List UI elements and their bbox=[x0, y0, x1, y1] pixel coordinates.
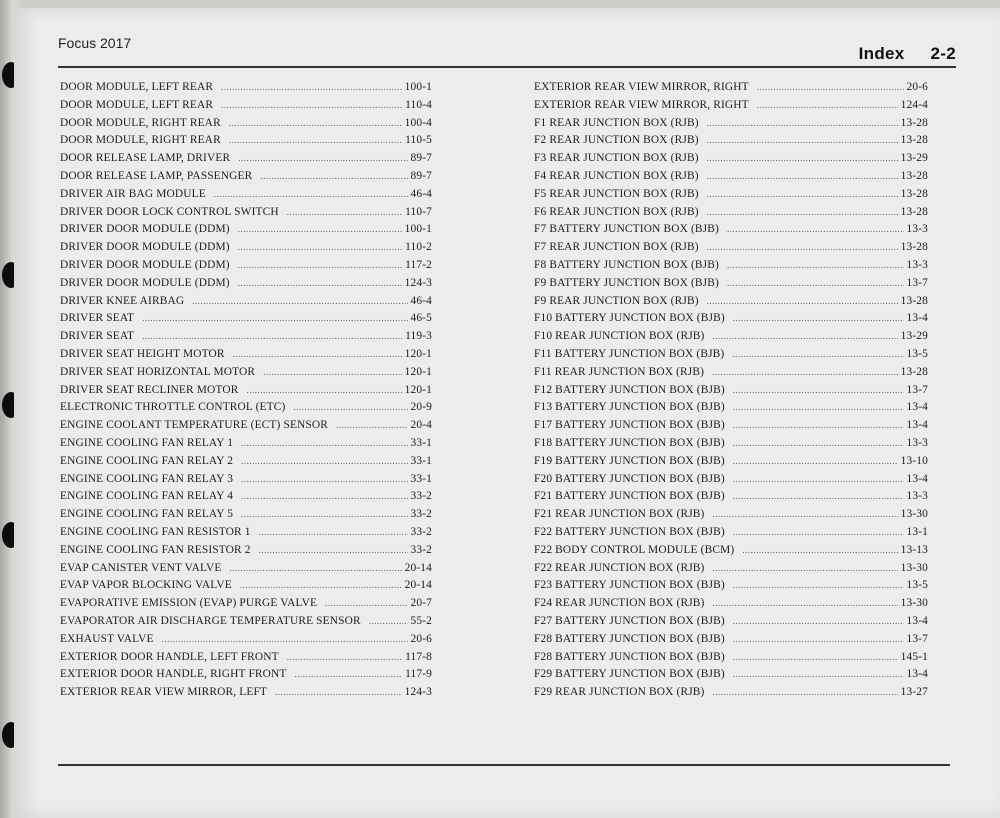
entry-name: DRIVER SEAT bbox=[60, 312, 135, 325]
entry-name: F5 REAR JUNCTION BOX (RJB) bbox=[534, 187, 699, 200]
entry-name: DOOR MODULE, LEFT REAR bbox=[60, 98, 214, 111]
entry-page-ref: 13-29 bbox=[900, 330, 928, 343]
entry-page-ref: 46-5 bbox=[410, 312, 432, 325]
index-entry bbox=[60, 544, 432, 562]
dot-leader bbox=[263, 367, 402, 377]
entry-page-ref: 89-7 bbox=[410, 152, 432, 165]
entry-name: ENGINE COOLING FAN RESISTOR 2 bbox=[60, 543, 251, 556]
index-entry bbox=[534, 508, 928, 526]
index-entry bbox=[534, 597, 928, 615]
dot-leader bbox=[733, 456, 898, 466]
entry-page-ref: 124-3 bbox=[404, 276, 432, 289]
entry-page-ref: 13-4 bbox=[906, 614, 928, 627]
dot-leader bbox=[727, 260, 904, 270]
index-entry bbox=[534, 99, 928, 117]
dot-leader bbox=[238, 260, 402, 270]
dot-leader bbox=[240, 580, 402, 590]
dot-leader bbox=[287, 207, 402, 217]
entry-name: F28 BATTERY JUNCTION BOX (BJB) bbox=[534, 650, 725, 663]
dot-leader bbox=[733, 652, 898, 662]
dot-leader bbox=[742, 545, 897, 555]
entry-name: F27 BATTERY JUNCTION BOX (BJB) bbox=[534, 614, 725, 627]
entry-name: ENGINE COOLING FAN RELAY 4 bbox=[60, 490, 234, 503]
dot-leader bbox=[238, 153, 407, 163]
entry-page-ref: 120-1 bbox=[404, 365, 432, 378]
entry-page-ref: 13-3 bbox=[906, 490, 928, 503]
entry-name: DRIVER KNEE AIRBAG bbox=[60, 294, 185, 307]
dot-leader bbox=[238, 224, 402, 234]
entry-name: F23 BATTERY JUNCTION BOX (BJB) bbox=[534, 579, 725, 592]
index-entry bbox=[60, 526, 432, 544]
entry-name: F6 REAR JUNCTION BOX (RJB) bbox=[534, 205, 699, 218]
entry-page-ref: 20-14 bbox=[404, 579, 432, 592]
entry-name: F13 BATTERY JUNCTION BOX (BJB) bbox=[534, 401, 725, 414]
dot-leader bbox=[241, 509, 407, 519]
entry-page-ref: 13-7 bbox=[906, 276, 928, 289]
index-entry bbox=[534, 579, 928, 597]
entry-name: ENGINE COOLING FAN RELAY 3 bbox=[60, 472, 234, 485]
entry-name: DRIVER DOOR MODULE (DDM) bbox=[60, 276, 230, 289]
entry-page-ref: 13-4 bbox=[906, 312, 928, 325]
index-entry bbox=[60, 81, 432, 99]
dot-leader bbox=[712, 367, 898, 377]
entry-name: F10 BATTERY JUNCTION BOX (BJB) bbox=[534, 312, 725, 325]
index-entry bbox=[534, 81, 928, 99]
index-entry bbox=[60, 384, 432, 402]
entry-page-ref: 120-1 bbox=[404, 383, 432, 396]
entry-name: DRIVER DOOR MODULE (DDM) bbox=[60, 241, 230, 254]
entry-name: F11 BATTERY JUNCTION BOX (BJB) bbox=[534, 347, 725, 360]
index-entry bbox=[534, 668, 928, 686]
entry-name: EXTERIOR REAR VIEW MIRROR, RIGHT bbox=[534, 98, 749, 111]
index-entry bbox=[60, 579, 432, 597]
entry-name: EXHAUST VALVE bbox=[60, 632, 154, 645]
dot-leader bbox=[733, 634, 904, 644]
entry-name: DRIVER SEAT HEIGHT MOTOR bbox=[60, 347, 225, 360]
entry-name: DOOR MODULE, LEFT REAR bbox=[60, 81, 214, 93]
footer-rule bbox=[58, 764, 950, 766]
entry-page-ref: 110-5 bbox=[405, 134, 432, 147]
index-entry bbox=[534, 615, 928, 633]
manual-title: Focus 2017 bbox=[58, 35, 132, 51]
entry-page-ref: 100-1 bbox=[404, 223, 432, 236]
entry-name: F22 BATTERY JUNCTION BOX (BJB) bbox=[534, 525, 725, 538]
index-entry bbox=[534, 384, 928, 402]
dot-leader bbox=[241, 491, 407, 501]
index-entry bbox=[60, 348, 432, 366]
index-entry bbox=[534, 490, 928, 508]
entry-name: DRIVER DOOR LOCK CONTROL SWITCH bbox=[60, 205, 279, 218]
dot-leader bbox=[369, 616, 408, 626]
dot-leader bbox=[142, 313, 407, 323]
entry-page-ref: 100-4 bbox=[404, 116, 432, 129]
index-entry bbox=[534, 633, 928, 651]
dot-leader bbox=[757, 100, 898, 110]
entry-page-ref: 33-2 bbox=[410, 490, 432, 503]
dot-leader bbox=[707, 296, 898, 306]
index-entry bbox=[534, 401, 928, 419]
entry-name: DRIVER SEAT bbox=[60, 330, 135, 343]
entry-name: F3 REAR JUNCTION BOX (RJB) bbox=[534, 152, 699, 165]
entry-page-ref: 20-6 bbox=[410, 632, 432, 645]
index-entry bbox=[534, 259, 928, 277]
entry-page-ref: 20-14 bbox=[404, 561, 432, 574]
entry-name: F10 REAR JUNCTION BOX (RJB) bbox=[534, 330, 705, 343]
index-entry bbox=[60, 437, 432, 455]
entry-name: EXTERIOR DOOR HANDLE, LEFT FRONT bbox=[60, 650, 279, 663]
dot-leader bbox=[241, 438, 407, 448]
entry-name: ENGINE COOLING FAN RELAY 2 bbox=[60, 454, 234, 467]
dot-leader bbox=[713, 687, 898, 697]
entry-name: F21 BATTERY JUNCTION BOX (BJB) bbox=[534, 490, 725, 503]
index-entry bbox=[60, 259, 432, 277]
entry-page-ref: 13-28 bbox=[900, 365, 928, 378]
index-entry bbox=[534, 134, 928, 152]
dot-leader bbox=[707, 171, 898, 181]
entry-name: EXTERIOR REAR VIEW MIRROR, RIGHT bbox=[534, 81, 749, 93]
entry-page-ref: 33-1 bbox=[410, 436, 432, 449]
index-entry bbox=[534, 348, 928, 366]
entry-name: F2 REAR JUNCTION BOX (RJB) bbox=[534, 134, 699, 147]
dot-leader bbox=[241, 456, 407, 466]
index-entry bbox=[60, 597, 432, 615]
index-entry bbox=[60, 633, 432, 651]
index-entry bbox=[60, 241, 432, 259]
index-entry bbox=[60, 170, 432, 188]
index-entry bbox=[60, 615, 432, 633]
index-entry bbox=[60, 668, 432, 686]
dot-leader bbox=[142, 331, 402, 341]
dot-leader bbox=[295, 669, 403, 679]
entry-page-ref: 89-7 bbox=[410, 169, 432, 182]
entry-page-ref: 13-30 bbox=[900, 597, 928, 610]
entry-name: F17 BATTERY JUNCTION BOX (BJB) bbox=[534, 419, 725, 432]
entry-name: EXTERIOR REAR VIEW MIRROR, LEFT bbox=[60, 686, 268, 699]
entry-page-ref: 55-2 bbox=[410, 614, 432, 627]
entry-name: F9 BATTERY JUNCTION BOX (BJB) bbox=[534, 276, 719, 289]
entry-name: F21 REAR JUNCTION BOX (RJB) bbox=[534, 508, 705, 521]
entry-page-ref: 13-13 bbox=[900, 543, 928, 556]
entry-name: F28 BATTERY JUNCTION BOX (BJB) bbox=[534, 632, 725, 645]
dot-leader bbox=[733, 527, 904, 537]
entry-name: DOOR RELEASE LAMP, PASSENGER bbox=[60, 169, 253, 182]
entry-page-ref: 13-4 bbox=[906, 472, 928, 485]
dot-leader bbox=[336, 420, 407, 430]
entry-page-ref: 13-5 bbox=[906, 579, 928, 592]
entry-name: DRIVER AIR BAG MODULE bbox=[60, 187, 206, 200]
entry-page-ref: 13-3 bbox=[906, 223, 928, 236]
dot-leader bbox=[238, 278, 402, 288]
entry-page-ref: 124-3 bbox=[404, 686, 432, 699]
index-entry bbox=[534, 188, 928, 206]
dot-leader bbox=[733, 491, 904, 501]
dot-leader bbox=[192, 296, 407, 306]
index-entry bbox=[534, 562, 928, 580]
entry-name: EVAP CANISTER VENT VALVE bbox=[60, 561, 222, 574]
entry-page-ref: 13-1 bbox=[906, 525, 928, 538]
entry-page-ref: 46-4 bbox=[410, 187, 432, 200]
dot-leader bbox=[229, 118, 402, 128]
dot-leader bbox=[733, 580, 904, 590]
dot-leader bbox=[707, 153, 898, 163]
section-title: Index bbox=[858, 44, 905, 63]
entry-page-ref: 33-2 bbox=[410, 543, 432, 556]
entry-name: DRIVER DOOR MODULE (DDM) bbox=[60, 258, 230, 271]
entry-name: F12 BATTERY JUNCTION BOX (BJB) bbox=[534, 383, 725, 396]
index-entry bbox=[534, 206, 928, 224]
entry-page-ref: 13-27 bbox=[900, 686, 928, 699]
entry-name: ENGINE COOLING FAN RESISTOR 1 bbox=[60, 525, 251, 538]
entry-name: ENGINE COOLING FAN RELAY 5 bbox=[60, 508, 234, 521]
index-entry bbox=[534, 455, 928, 473]
index-entry bbox=[60, 152, 432, 170]
entry-name: F29 BATTERY JUNCTION BOX (BJB) bbox=[534, 668, 725, 681]
entry-name: DOOR MODULE, RIGHT REAR bbox=[60, 116, 221, 129]
entry-page-ref: 13-29 bbox=[900, 152, 928, 165]
entry-page-ref: 117-2 bbox=[405, 258, 432, 271]
index-entry bbox=[60, 366, 432, 384]
index-entry bbox=[534, 312, 928, 330]
entry-page-ref: 124-4 bbox=[900, 98, 928, 111]
index-entry bbox=[60, 508, 432, 526]
index-entry bbox=[534, 117, 928, 135]
index-entry bbox=[60, 473, 432, 491]
index-entry bbox=[60, 419, 432, 437]
entry-page-ref: 110-4 bbox=[405, 98, 432, 111]
entry-page-ref: 20-9 bbox=[410, 401, 432, 414]
entry-page-ref: 110-7 bbox=[405, 205, 432, 218]
entry-page-ref: 20-4 bbox=[410, 419, 432, 432]
dot-leader bbox=[275, 687, 402, 697]
entry-name: F22 BODY CONTROL MODULE (BCM) bbox=[534, 543, 735, 556]
entry-page-ref: 119-3 bbox=[405, 330, 432, 343]
entry-page-ref: 13-28 bbox=[900, 241, 928, 254]
index-entry bbox=[60, 490, 432, 508]
entry-page-ref: 145-1 bbox=[900, 650, 928, 663]
entry-page-ref: 13-10 bbox=[900, 454, 928, 467]
entry-page-ref: 117-8 bbox=[405, 650, 432, 663]
index-entry bbox=[60, 99, 432, 117]
entry-name: EVAPORATIVE EMISSION (EVAP) PURGE VALVE bbox=[60, 597, 318, 610]
index-entry bbox=[534, 473, 928, 491]
entry-name: DRIVER DOOR MODULE (DDM) bbox=[60, 223, 230, 236]
entry-page-ref: 33-1 bbox=[410, 454, 432, 467]
index-entry bbox=[534, 152, 928, 170]
dot-leader bbox=[707, 207, 898, 217]
dot-leader bbox=[162, 634, 408, 644]
index-entry bbox=[60, 117, 432, 135]
index-entry bbox=[534, 170, 928, 188]
entry-page-ref: 33-2 bbox=[410, 508, 432, 521]
entry-page-ref: 13-3 bbox=[906, 436, 928, 449]
entry-page-ref: 13-30 bbox=[900, 561, 928, 574]
dot-leader bbox=[293, 402, 407, 412]
index-entry bbox=[60, 134, 432, 152]
entry-name: F24 REAR JUNCTION BOX (RJB) bbox=[534, 597, 705, 610]
entry-page-ref: 46-4 bbox=[410, 294, 432, 307]
index-entry bbox=[60, 330, 432, 348]
entry-page-ref: 117-9 bbox=[405, 668, 432, 681]
dot-leader bbox=[233, 349, 402, 359]
entry-page-ref: 110-2 bbox=[405, 241, 432, 254]
dot-leader bbox=[733, 313, 904, 323]
dot-leader bbox=[733, 669, 904, 679]
index-entry bbox=[534, 526, 928, 544]
entry-page-ref: 13-4 bbox=[906, 668, 928, 681]
index-entry bbox=[534, 366, 928, 384]
entry-name: F22 REAR JUNCTION BOX (RJB) bbox=[534, 561, 705, 574]
dot-leader bbox=[230, 563, 402, 573]
entry-name: F8 BATTERY JUNCTION BOX (BJB) bbox=[534, 258, 719, 271]
index-entry bbox=[60, 401, 432, 419]
entry-name: DRIVER SEAT HORIZONTAL MOTOR bbox=[60, 365, 256, 378]
entry-name: F20 BATTERY JUNCTION BOX (BJB) bbox=[534, 472, 725, 485]
dot-leader bbox=[259, 527, 408, 537]
entry-page-ref: 13-28 bbox=[900, 169, 928, 182]
dot-leader bbox=[259, 545, 408, 555]
dot-leader bbox=[707, 242, 898, 252]
entry-page-ref: 13-28 bbox=[900, 116, 928, 129]
dot-leader bbox=[221, 82, 402, 92]
dot-leader bbox=[214, 189, 408, 199]
entry-page-ref: 13-28 bbox=[900, 187, 928, 200]
dot-leader bbox=[757, 82, 904, 92]
header-rule bbox=[58, 66, 956, 68]
entry-name: EVAP VAPOR BLOCKING VALVE bbox=[60, 579, 232, 592]
entry-name: F11 REAR JUNCTION BOX (RJB) bbox=[534, 365, 705, 378]
index-entry bbox=[60, 312, 432, 330]
dot-leader bbox=[238, 242, 402, 252]
entry-page-ref: 100-1 bbox=[404, 81, 432, 93]
dot-leader bbox=[733, 616, 904, 626]
index-column-right bbox=[534, 81, 928, 704]
entry-name: DOOR RELEASE LAMP, DRIVER bbox=[60, 152, 231, 165]
dot-leader bbox=[707, 118, 898, 128]
index-entry bbox=[60, 295, 432, 313]
entry-name: F7 BATTERY JUNCTION BOX (BJB) bbox=[534, 223, 719, 236]
section-header bbox=[859, 44, 956, 64]
index-entry bbox=[534, 651, 928, 669]
index-entry bbox=[534, 330, 928, 348]
entry-page-ref: 13-3 bbox=[906, 258, 928, 271]
index-entry bbox=[534, 223, 928, 241]
dot-leader bbox=[287, 652, 402, 662]
dot-leader bbox=[707, 189, 898, 199]
entry-page-ref: 33-2 bbox=[410, 525, 432, 538]
entry-page-ref: 13-5 bbox=[906, 347, 928, 360]
entry-name: ENGINE COOLANT TEMPERATURE (ECT) SENSOR bbox=[60, 419, 329, 432]
dot-leader bbox=[727, 278, 904, 288]
dot-leader bbox=[713, 331, 898, 341]
dot-leader bbox=[733, 438, 904, 448]
index-entry bbox=[534, 437, 928, 455]
entry-name: ELECTRONIC THROTTLE CONTROL (ETC) bbox=[60, 401, 286, 414]
entry-name: F4 REAR JUNCTION BOX (RJB) bbox=[534, 169, 699, 182]
dot-leader bbox=[733, 385, 904, 395]
dot-leader bbox=[707, 135, 898, 145]
entry-page-ref: 20-6 bbox=[906, 81, 928, 93]
dot-leader bbox=[246, 385, 401, 395]
entry-name: DOOR MODULE, RIGHT REAR bbox=[60, 134, 221, 147]
index-entry bbox=[534, 241, 928, 259]
entry-page-ref: 13-28 bbox=[900, 134, 928, 147]
dot-leader bbox=[325, 598, 407, 608]
index-entry bbox=[534, 544, 928, 562]
index-entry bbox=[534, 295, 928, 313]
index-entry bbox=[534, 686, 928, 704]
entry-page-ref: 13-7 bbox=[906, 383, 928, 396]
entry-name: EVAPORATOR AIR DISCHARGE TEMPERATURE SENSOR bbox=[60, 614, 361, 627]
entry-page-ref: 13-4 bbox=[906, 401, 928, 414]
dot-leader bbox=[713, 598, 898, 608]
entry-name: F29 REAR JUNCTION BOX (RJB) bbox=[534, 686, 705, 699]
dot-leader bbox=[733, 474, 904, 484]
entry-name: F19 BATTERY JUNCTION BOX (BJB) bbox=[534, 454, 725, 467]
dot-leader bbox=[733, 420, 904, 430]
dot-leader bbox=[221, 100, 402, 110]
entry-page-ref: 13-28 bbox=[900, 294, 928, 307]
entry-page-ref: 13-28 bbox=[900, 205, 928, 218]
entry-name: ENGINE COOLING FAN RELAY 1 bbox=[60, 436, 234, 449]
entry-page-ref: 13-7 bbox=[906, 632, 928, 645]
dot-leader bbox=[260, 171, 407, 181]
entry-page-ref: 13-30 bbox=[900, 508, 928, 521]
entry-name: F1 REAR JUNCTION BOX (RJB) bbox=[534, 116, 699, 129]
dot-leader bbox=[732, 349, 903, 359]
dot-leader bbox=[727, 224, 904, 234]
entry-page-ref: 20-7 bbox=[410, 597, 432, 610]
entry-page-ref: 120-1 bbox=[404, 347, 432, 360]
dot-leader bbox=[733, 402, 904, 412]
index-column-left bbox=[60, 81, 432, 704]
entry-name: F9 REAR JUNCTION BOX (RJB) bbox=[534, 294, 699, 307]
dot-leader bbox=[229, 135, 402, 145]
entry-name: F18 BATTERY JUNCTION BOX (BJB) bbox=[534, 436, 725, 449]
entry-name: F7 REAR JUNCTION BOX (RJB) bbox=[534, 241, 699, 254]
index-entry bbox=[60, 223, 432, 241]
index-entry bbox=[534, 277, 928, 295]
entry-name: EXTERIOR DOOR HANDLE, RIGHT FRONT bbox=[60, 668, 287, 681]
dot-leader bbox=[241, 474, 407, 484]
index-entry bbox=[60, 455, 432, 473]
index-entry bbox=[60, 562, 432, 580]
page-number: 2-2 bbox=[930, 44, 956, 63]
entry-page-ref: 33-1 bbox=[410, 472, 432, 485]
index-entry bbox=[60, 686, 432, 704]
index-entry bbox=[534, 419, 928, 437]
entry-name: DRIVER SEAT RECLINER MOTOR bbox=[60, 383, 239, 396]
index-entry bbox=[60, 188, 432, 206]
index-entry bbox=[60, 651, 432, 669]
entry-page-ref: 13-4 bbox=[906, 419, 928, 432]
index-entry bbox=[60, 277, 432, 295]
dot-leader bbox=[713, 563, 898, 573]
dot-leader bbox=[713, 509, 898, 519]
index-entry bbox=[60, 206, 432, 224]
